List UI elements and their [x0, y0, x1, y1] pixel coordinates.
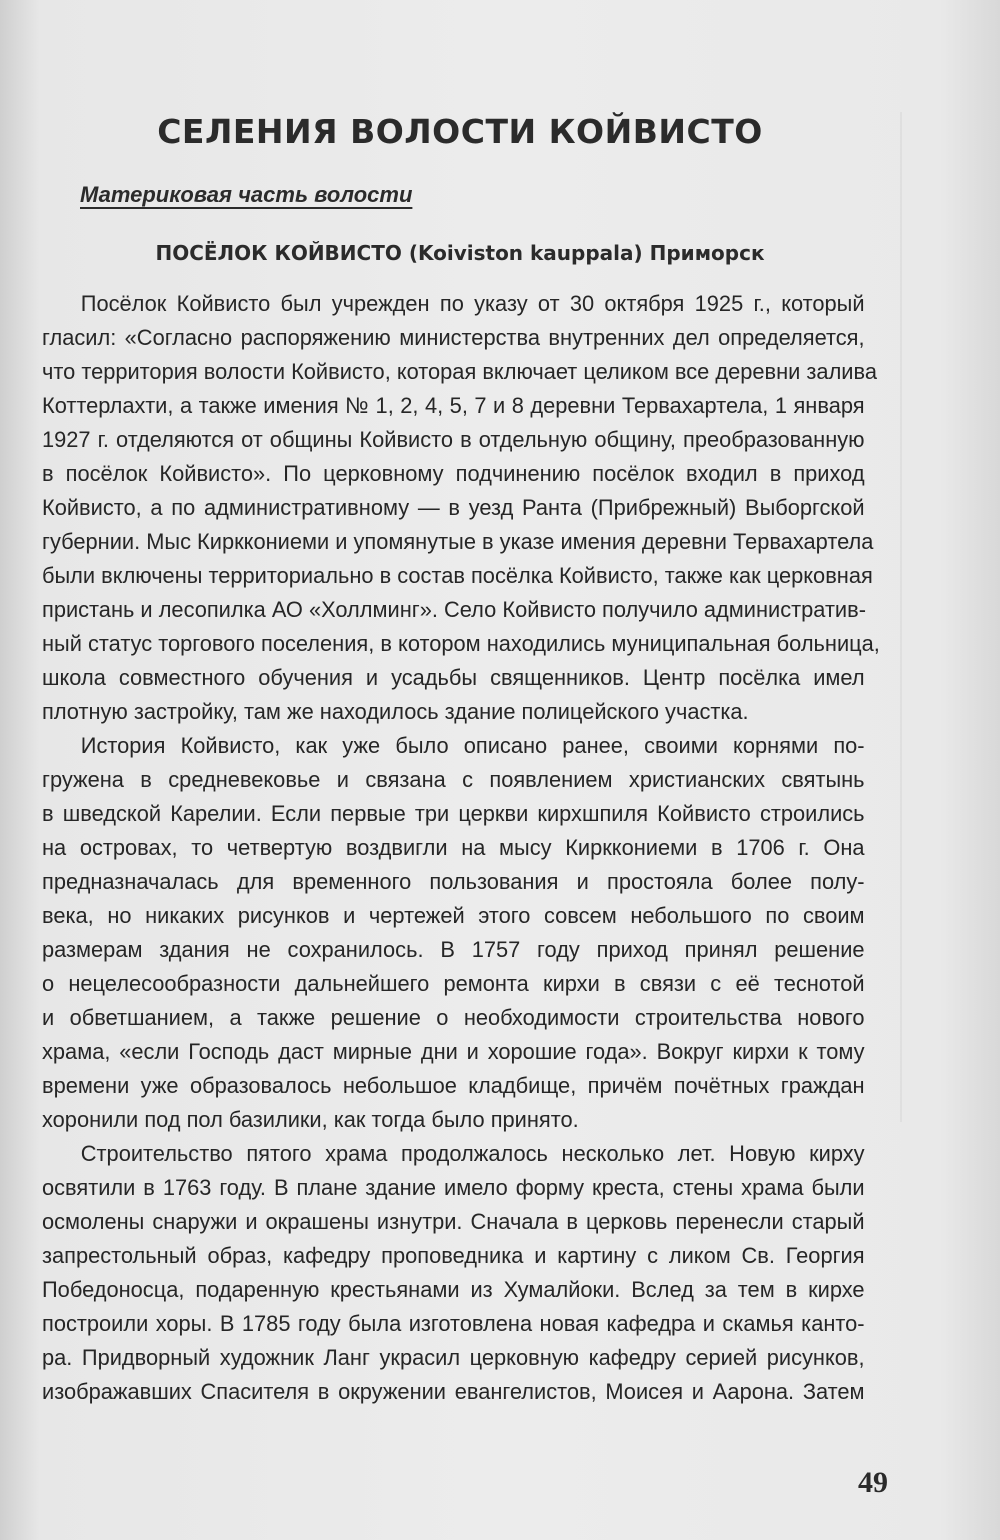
text-line: запрестольный образ, кафедру проповедника и картину с ликом Св. Георгия: [42, 1243, 865, 1268]
text-line: на островах, то четвертую воздвигли на мысу Кирккониеми в 1706 г. Она: [42, 835, 865, 860]
text-line: гружена в средневековье и связана с появлением христианских святынь: [42, 767, 865, 792]
text-line: изображавших Спасителя в окружении евангелистов, Моисея и Аарона. Затем: [42, 1379, 865, 1404]
text-line: История Койвисто, как уже было описано ранее, своими корнями по-: [80, 733, 865, 758]
text-line: в шведской Карелии. Если первые три церкви кирхшпиля Койвисто строились: [42, 801, 865, 826]
text-line: построили хоры. В 1785 году была изготовлена новая кафедра и скамья канто-: [42, 1311, 865, 1336]
text-line: плотную застройку, там же находилось здание полицейского участка.: [42, 699, 749, 724]
text-line: осмолены снаружи и окрашены изнутри. Сначала в церковь перенесли старый: [42, 1209, 865, 1234]
text-line: освятили в 1763 году. В плане здание имело форму креста, стены храма были: [42, 1175, 865, 1200]
text-line: Коттерлахти, а также имения № 1, 2, 4, 5, 7 и 8 деревни Тервахартела, 1 января: [42, 393, 865, 418]
text-line: размерам здания не сохранилось. В 1757 году приход принял решение: [42, 937, 865, 962]
text-line: были включены территориально в состав посёлка Койвисто, также как церковная: [42, 563, 873, 588]
text-line: века, но никаких рисунков и чертежей этого совсем небольшого по своим: [42, 903, 865, 928]
text-line: хоронили под пол базилики, как тогда было принято.: [42, 1107, 579, 1132]
text-line: времени уже образовалось небольшое кладбище, причём почётных граждан: [42, 1073, 865, 1098]
text-line: ра. Придворный художник Ланг украсил церковную кафедру серией рисунков,: [42, 1345, 865, 1370]
text-line: 1927 г. отделяются от общины Койвисто в отдельную общину, преобразованную: [42, 427, 865, 452]
page-number: 49: [858, 1466, 888, 1499]
text-line: храма, «если Господь даст мирные дни и хорошие года». Вокруг кирхи к тому: [42, 1039, 865, 1064]
text-line: и обветшанием, а также решение о необходимости строительства нового: [42, 1005, 865, 1030]
subheading: Материковая часть волости: [80, 182, 413, 207]
body-text: [42, 287, 880, 1409]
text-line: в посёлок Койвисто». По церковному подчинению посёлок входил в приход: [42, 461, 865, 486]
text-line: Строительство пятого храма продолжалось несколько лет. Новую кирху: [80, 1141, 865, 1166]
text-line: губернии. Мыс Кирккониеми и упомянутые в указе имения деревни Тервахартела: [42, 529, 874, 554]
text-line: предназначалась для временного пользования и простояла более полу-: [42, 869, 865, 894]
text-line: гласил: «Согласно распоряжению министерства внутренних дел определяется,: [42, 325, 865, 350]
text-line: Посёлок Койвисто был учрежден по указу от 30 октября 1925 г., который: [80, 291, 865, 316]
text-line: о нецелесообразности дальнейшего ремонта кирхи в связи с её теснотой: [42, 971, 865, 996]
text-line: Победоносца, подаренную крестьянами из Хумалйоки. Вслед за тем в кирхе: [42, 1277, 865, 1302]
text-line: ный статус торгового поселения, в котором находились муниципальная больница,: [42, 631, 880, 656]
text-line: Койвисто, а по административному — в уезд Ранта (Прибрежный) Выборгской: [42, 495, 865, 520]
text-line: что территория волости Койвисто, которая включает целиком все деревни залива: [42, 359, 877, 384]
section-title: ПОСЁЛОК КОЙВИСТО (Koiviston kauppala) Приморск: [155, 241, 765, 265]
page-title: СЕЛЕНИЯ ВОЛОСТИ КОЙВИСТО: [157, 112, 763, 151]
text-line: пристань и лесопилка АО «Холлминг». Село Койвисто получило административ-: [42, 597, 866, 622]
text-line: школа совместного обучения и усадьбы священников. Центр посёлка имел: [42, 665, 865, 690]
